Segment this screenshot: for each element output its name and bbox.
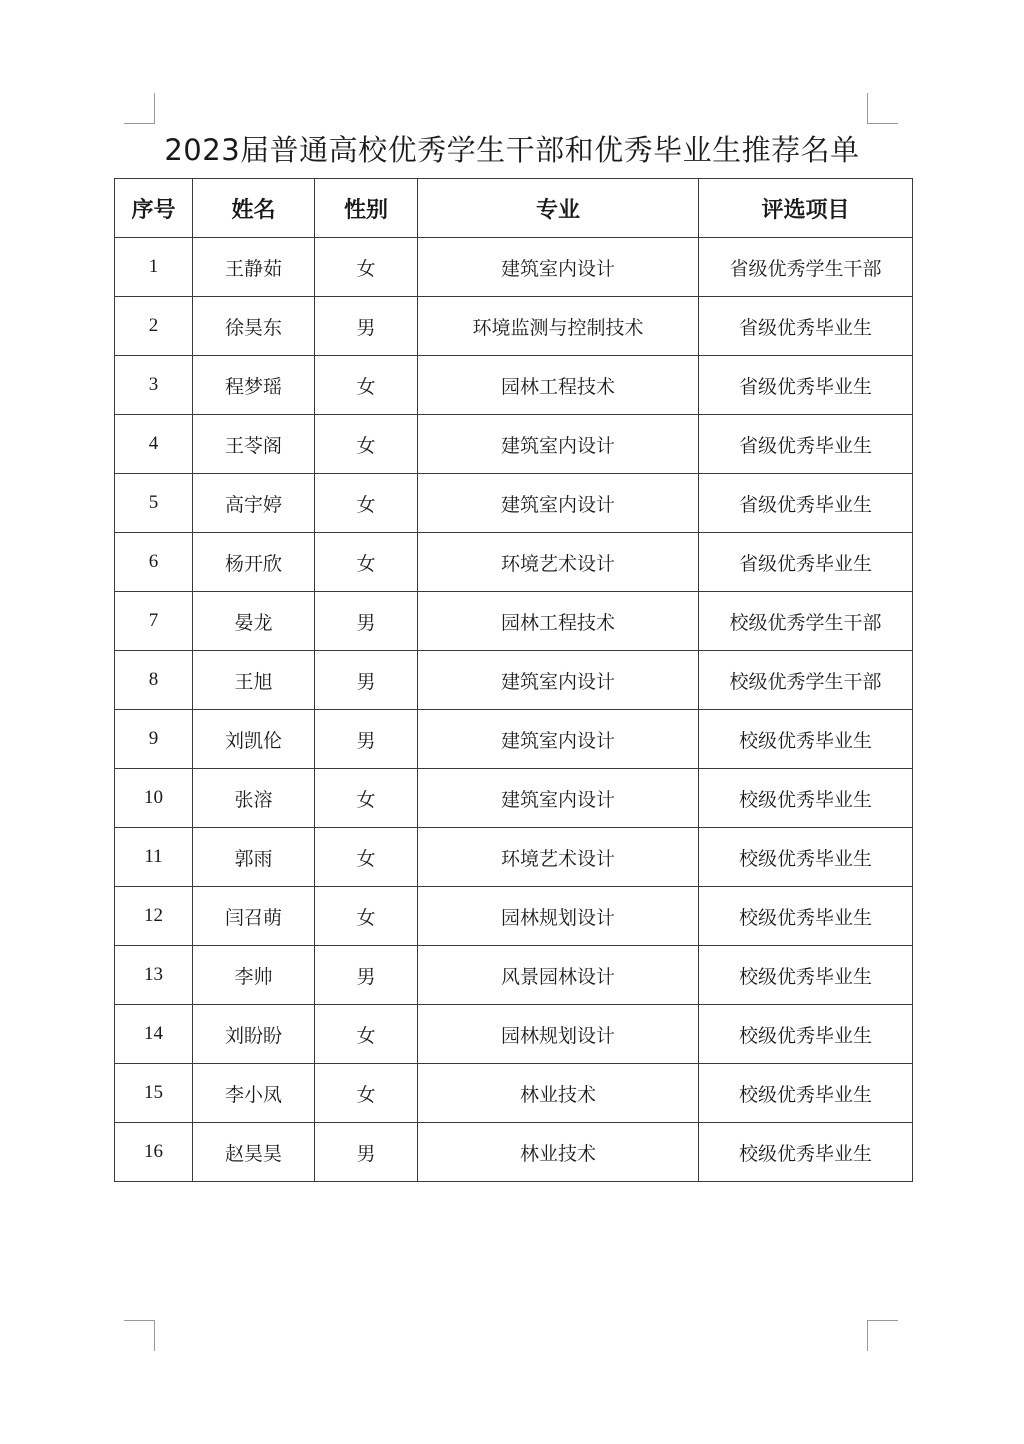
cell-award: 省级优秀毕业生 <box>699 474 913 533</box>
crop-mark-top-left <box>124 93 155 124</box>
cell-major: 建筑室内设计 <box>418 710 699 769</box>
cell-name: 徐昊东 <box>193 297 315 356</box>
cell-gender: 女 <box>315 1064 418 1123</box>
cell-number: 2 <box>115 297 193 356</box>
cell-major: 建筑室内设计 <box>418 651 699 710</box>
table-row <box>115 1064 913 1123</box>
cell-name: 李小凤 <box>193 1064 315 1123</box>
cell-award: 校级优秀毕业生 <box>699 710 913 769</box>
recommendation-table <box>114 178 913 1182</box>
cell-number: 10 <box>115 769 193 828</box>
cell-award: 校级优秀毕业生 <box>699 1123 913 1182</box>
cell-number: 6 <box>115 533 193 592</box>
cell-major: 建筑室内设计 <box>418 415 699 474</box>
crop-mark-bottom-right <box>867 1320 898 1351</box>
table-row <box>115 1005 913 1064</box>
cell-gender: 男 <box>315 710 418 769</box>
cell-number: 13 <box>115 946 193 1005</box>
cell-gender: 男 <box>315 1123 418 1182</box>
cell-award: 校级优秀毕业生 <box>699 1005 913 1064</box>
document-title: 2023届普通高校优秀学生干部和优秀毕业生推荐名单 <box>164 133 860 167</box>
cell-name: 杨开欣 <box>193 533 315 592</box>
cell-gender: 女 <box>315 238 418 297</box>
table-row <box>115 1123 913 1182</box>
cell-name: 刘凯伦 <box>193 710 315 769</box>
header-number: 序号 <box>115 179 193 238</box>
cell-number: 4 <box>115 415 193 474</box>
cell-gender: 女 <box>315 474 418 533</box>
cell-award: 校级优秀毕业生 <box>699 887 913 946</box>
cell-name: 王旭 <box>193 651 315 710</box>
cell-gender: 女 <box>315 769 418 828</box>
cell-award: 省级优秀学生干部 <box>699 238 913 297</box>
cell-award: 校级优秀学生干部 <box>699 592 913 651</box>
table-row <box>115 651 913 710</box>
cell-gender: 女 <box>315 415 418 474</box>
header-name: 姓名 <box>193 179 315 238</box>
cell-major: 建筑室内设计 <box>418 474 699 533</box>
cell-major: 风景园林设计 <box>418 946 699 1005</box>
cell-gender: 男 <box>315 651 418 710</box>
cell-name: 程梦瑶 <box>193 356 315 415</box>
cell-gender: 女 <box>315 887 418 946</box>
cell-name: 闫召萌 <box>193 887 315 946</box>
table-row <box>115 592 913 651</box>
crop-mark-top-right <box>867 93 898 124</box>
cell-major: 园林工程技术 <box>418 356 699 415</box>
table-header <box>115 179 913 238</box>
table-body <box>115 238 913 1182</box>
cell-name: 郭雨 <box>193 828 315 887</box>
cell-number: 14 <box>115 1005 193 1064</box>
cell-major: 建筑室内设计 <box>418 238 699 297</box>
cell-gender: 女 <box>315 533 418 592</box>
cell-number: 8 <box>115 651 193 710</box>
cell-number: 3 <box>115 356 193 415</box>
cell-number: 12 <box>115 887 193 946</box>
header-row <box>115 179 913 238</box>
cell-name: 李帅 <box>193 946 315 1005</box>
table-row <box>115 769 913 828</box>
cell-major: 环境监测与控制技术 <box>418 297 699 356</box>
cell-award: 省级优秀毕业生 <box>699 533 913 592</box>
cell-name: 晏龙 <box>193 592 315 651</box>
cell-number: 1 <box>115 238 193 297</box>
cell-award: 校级优秀毕业生 <box>699 828 913 887</box>
header-gender: 性别 <box>315 179 418 238</box>
table-row <box>115 415 913 474</box>
cell-major: 园林规划设计 <box>418 1005 699 1064</box>
cell-major: 环境艺术设计 <box>418 828 699 887</box>
cell-gender: 男 <box>315 297 418 356</box>
cell-award: 校级优秀毕业生 <box>699 946 913 1005</box>
cell-number: 11 <box>115 828 193 887</box>
cell-gender: 女 <box>315 356 418 415</box>
table-row <box>115 887 913 946</box>
table-row <box>115 710 913 769</box>
crop-mark-bottom-left <box>124 1320 155 1351</box>
cell-name: 刘盼盼 <box>193 1005 315 1064</box>
cell-gender: 女 <box>315 1005 418 1064</box>
cell-major: 建筑室内设计 <box>418 769 699 828</box>
cell-major: 环境艺术设计 <box>418 533 699 592</box>
cell-number: 7 <box>115 592 193 651</box>
cell-award: 省级优秀毕业生 <box>699 356 913 415</box>
cell-name: 张溶 <box>193 769 315 828</box>
table-row <box>115 946 913 1005</box>
cell-major: 园林工程技术 <box>418 592 699 651</box>
cell-gender: 男 <box>315 946 418 1005</box>
cell-number: 9 <box>115 710 193 769</box>
cell-name: 高宇婷 <box>193 474 315 533</box>
header-award: 评选项目 <box>699 179 913 238</box>
table-row <box>115 828 913 887</box>
cell-number: 16 <box>115 1123 193 1182</box>
cell-name: 王苓阁 <box>193 415 315 474</box>
cell-award: 省级优秀毕业生 <box>699 415 913 474</box>
cell-major: 林业技术 <box>418 1064 699 1123</box>
table-row <box>115 356 913 415</box>
table-row <box>115 238 913 297</box>
cell-name: 王静茹 <box>193 238 315 297</box>
cell-name: 赵昊昊 <box>193 1123 315 1182</box>
header-major: 专业 <box>418 179 699 238</box>
cell-gender: 女 <box>315 828 418 887</box>
table-row <box>115 474 913 533</box>
cell-major: 园林规划设计 <box>418 887 699 946</box>
cell-award: 省级优秀毕业生 <box>699 297 913 356</box>
cell-major: 林业技术 <box>418 1123 699 1182</box>
cell-award: 校级优秀毕业生 <box>699 769 913 828</box>
cell-number: 5 <box>115 474 193 533</box>
cell-gender: 男 <box>315 592 418 651</box>
cell-award: 校级优秀学生干部 <box>699 651 913 710</box>
table-row <box>115 533 913 592</box>
cell-award: 校级优秀毕业生 <box>699 1064 913 1123</box>
table-row <box>115 297 913 356</box>
cell-number: 15 <box>115 1064 193 1123</box>
